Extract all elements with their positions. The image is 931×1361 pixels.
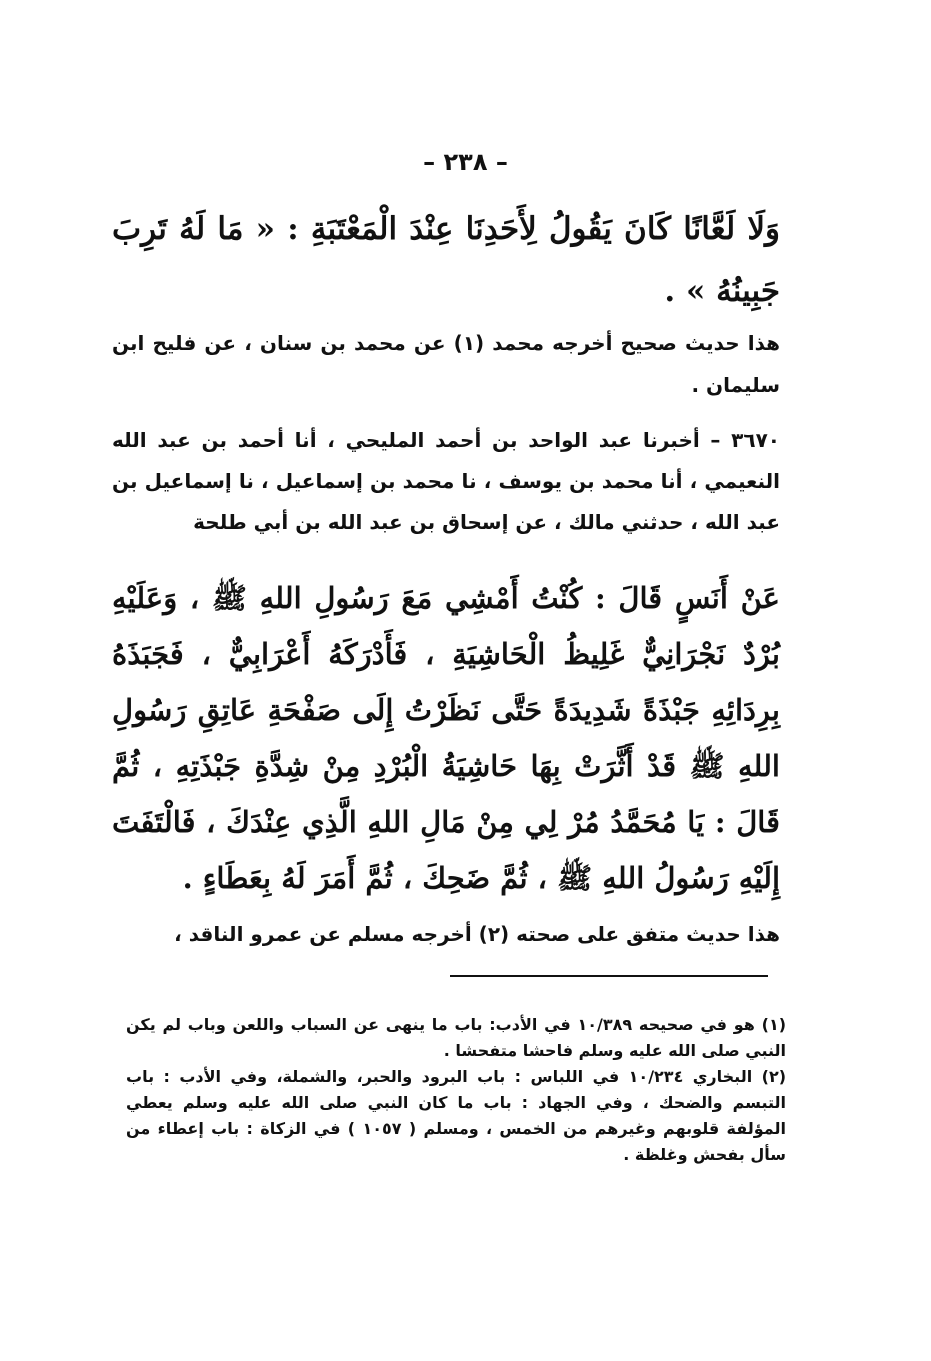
footnote-1: (١) هو في صحيحه ١٠/٣٨٩ في الأدب: باب ما ينهى عن السباب واللعن وباب لم يكن النبي صلى الله عليه وسلم فاحشا متفحشا . bbox=[126, 1015, 787, 1060]
hadith-text: عَنْ أَنَسٍ قَالَ : كُنْتُ أَمْشِي مَعَ رَسُولِ اللهِ ﷺ ، وَعَلَيْهِ بُرْدٌ نَجْرَانِيٌّ غَلِيظُ الْحَاشِيَةِ ، فَأَدْرَكَهُ أَعْرَابِيٌّ ، فَجَبَذَهُ بِرِدَائِهِ جَبْذَةً شَدِيدَةً حَتَّى نَظَرْتُ إِلَى صَفْحَةِ عَاتِقِ رَسُولِ اللهِ ﷺ قَدْ أَثَّرَتْ بِهَا حَاشِيَةُ الْبُرْدِ مِنْ شِدَّةِ جَبْذَتِهِ ، ثُمَّ قَالَ : يَا مُحَمَّدُ مُرْ لِي مِنْ مَالِ اللهِ الَّذِي عِنْدَكَ ، فَالْتَفَتَ إِلَيْهِ رَسُولُ اللهِ ﷺ ، ثُمَّ ضَحِكَ ، ثُمَّ أَمَرَ لَهُ بِعَطَاءٍ . bbox=[112, 581, 780, 895]
footnotes bbox=[126, 1012, 786, 1168]
footnote-2: (٢) البخاري ١٠/٢٣٤ في اللباس : باب البرود والحبر، والشملة، وفي الأدب : باب التبسم والضحك ، وفي الجهاد : باب ما كان النبي صلى الله عليه وسلم يعطي المؤلفة قلوبهم وغيرهم من الخمس ، ومسلم ( ١٠٥٧ ) في الزكاة : باب إعطاء من سأل بفحش وغلظة . bbox=[126, 1067, 787, 1164]
hadith-chain-of-narration: ٣٦٧٠ – أخبرنا عبد الواحد بن أحمد المليحي ، أنا أحمد بن عبد الله النعيمي ، أنا محمد بن يوسف ، نا محمد بن إسماعيل ، نا إسماعيل بن عبد الله ، حدثني مالك ، عن إسحاق بن عبد الله بن أبي طلحة bbox=[112, 428, 780, 534]
hadith-grading-note: هذا حديث صحيح أخرجه محمد (١) عن محمد بن سنان ، عن فليح ابن سليمان . bbox=[112, 331, 780, 397]
hadith-grading-note-2: هذا حديث متفق على صحته (٢) أخرجه مسلم عن عمرو الناقد ، bbox=[174, 922, 780, 946]
hadith-text-continuation: وَلَا لَعَّانًا كَانَ يَقُولُ لِأَحَدِنَا عِنْدَ الْمَعْتَبَةِ : « مَا لَهُ تَرِبَ جَبِينُهُ » . bbox=[112, 211, 780, 309]
page-number: – ٢٣٨ – bbox=[423, 148, 508, 176]
footnote-separator bbox=[450, 975, 768, 977]
